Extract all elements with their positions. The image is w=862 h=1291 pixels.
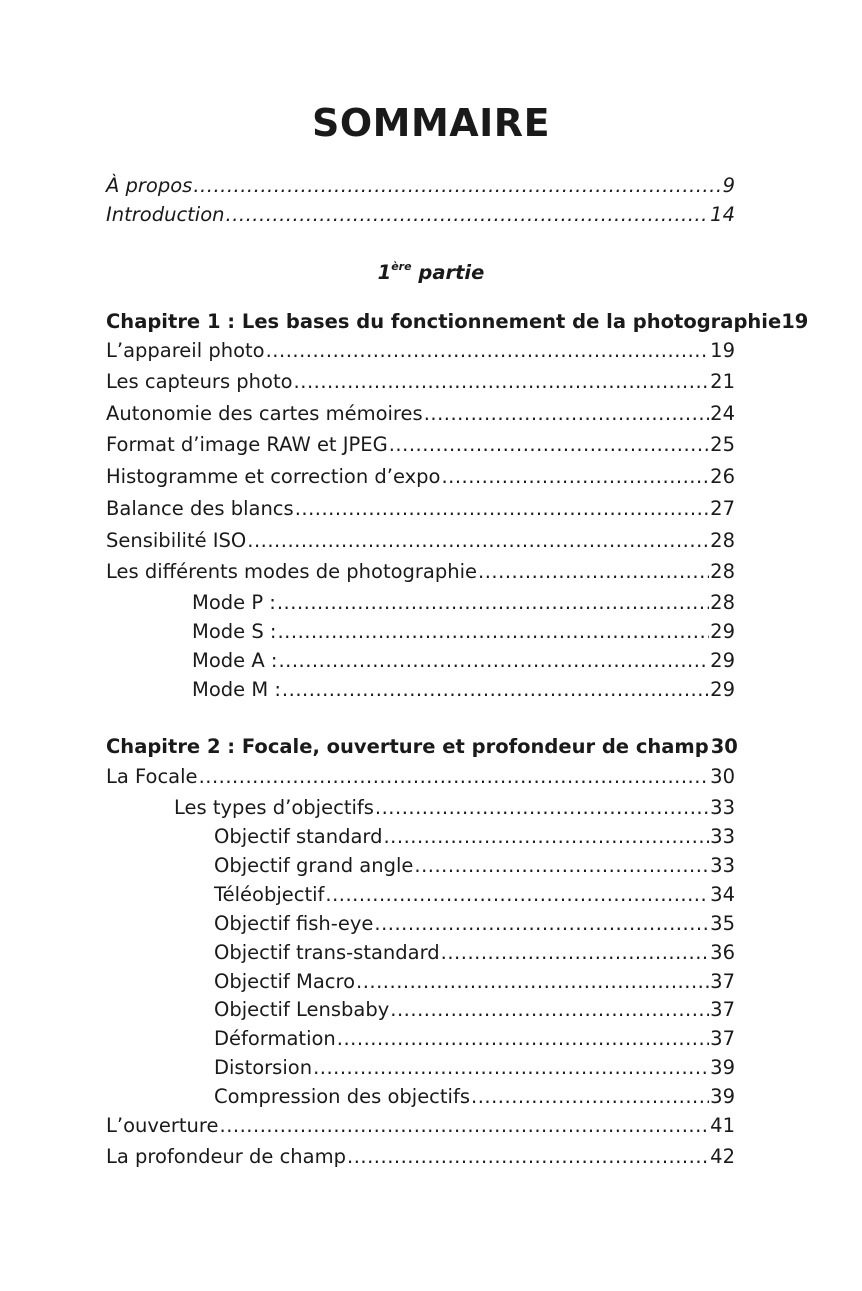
toc-entry-label: Mode P : [192, 591, 276, 614]
toc-entry[interactable] [106, 1113, 735, 1139]
toc-chapter-2[interactable] [106, 734, 738, 760]
dot-leader [313, 1055, 709, 1081]
toc-entry-label: Balance des blancs [106, 497, 294, 520]
toc-subentry-mode[interactable] [192, 619, 735, 645]
toc-entry-label: Chapitre 2 : Focale, ouverture et profondeur de champ [106, 735, 709, 758]
toc-entry-label: Autonomie des cartes mémoires [106, 402, 423, 425]
toc-entry-label: La Focale [106, 765, 198, 788]
dot-leader [347, 1144, 709, 1170]
toc-entry-label: Distorsion [214, 1056, 313, 1079]
toc-chapter-1[interactable] [106, 309, 809, 335]
toc-entry-label: Objectif fish-eye [214, 912, 374, 935]
toc-page-number: 28 [710, 529, 735, 552]
toc-entry-label: Objectif Lensbaby [214, 998, 390, 1021]
toc-entry-label: L’appareil photo [106, 339, 265, 362]
toc-page-number: 37 [710, 1027, 735, 1050]
toc-entry-label: À propos [106, 174, 193, 197]
toc-entry-label: L’ouverture [106, 1114, 219, 1137]
toc-subsubentry[interactable] [214, 1084, 735, 1110]
toc-entry[interactable] [106, 559, 735, 585]
part-heading [0, 260, 862, 286]
toc-subsubentry[interactable] [214, 824, 735, 850]
toc-page-number: 36 [710, 941, 735, 964]
toc-page-number: 14 [710, 203, 735, 226]
toc-entry-label: Objectif grand angle [214, 854, 414, 877]
toc-page-number: 29 [710, 649, 735, 672]
toc-entry-label: Objectif trans-standard [214, 941, 440, 964]
toc-entry-label: Mode S : [192, 620, 277, 643]
toc-page-number: 34 [710, 883, 735, 906]
toc-entry-introduction[interactable] [106, 202, 735, 228]
toc-page-number: 19 [710, 339, 735, 362]
dot-leader [278, 648, 709, 674]
toc-page-number: 41 [710, 1114, 735, 1137]
toc-entry-label: Objectif standard [214, 825, 383, 848]
toc-entry-label: Format d’image RAW et JPEG [106, 433, 388, 456]
toc-page-number: 33 [710, 825, 735, 848]
toc-subsubentry[interactable] [214, 911, 735, 937]
dot-leader [277, 590, 709, 616]
toc-subsubentry[interactable] [214, 940, 735, 966]
toc-entry[interactable] [106, 432, 735, 458]
dot-leader [220, 1113, 710, 1139]
toc-entry[interactable] [106, 401, 735, 427]
toc-subentry-mode[interactable] [192, 590, 735, 616]
toc-entry-label: Sensibilité ISO [106, 529, 247, 552]
toc-entry[interactable] [106, 338, 735, 364]
toc-page-number: 29 [710, 678, 735, 701]
toc-entry-label: Les types d’objectifs [174, 796, 374, 819]
part-label: partie [418, 261, 485, 284]
toc-entry[interactable] [106, 764, 735, 790]
toc-page-number: 37 [710, 970, 735, 993]
part-superscript: ère [391, 260, 412, 273]
dot-leader [424, 401, 709, 427]
toc-page-number: 28 [710, 560, 735, 583]
toc-page-number: 33 [710, 796, 735, 819]
dot-leader [277, 619, 709, 645]
toc-entry-label: Mode A : [192, 649, 278, 672]
dot-leader [247, 528, 709, 554]
toc-subsubentry[interactable] [214, 853, 735, 879]
dot-leader [193, 173, 721, 199]
dot-leader [478, 559, 709, 585]
toc-entry-label: Téléobjectif [214, 883, 325, 906]
toc-page-number: 26 [710, 465, 735, 488]
dot-leader [374, 911, 709, 937]
toc-page-number: 37 [710, 998, 735, 1021]
dot-leader [325, 882, 709, 908]
toc-entry-label: Chapitre 1 : Les bases du fonctionnement de la photographie [106, 310, 782, 333]
dot-leader [226, 202, 710, 228]
toc-entry-label: Objectif Macro [214, 970, 356, 993]
dot-leader [441, 940, 710, 966]
toc-page-number: 25 [710, 433, 735, 456]
dot-leader [295, 496, 709, 522]
dot-leader [390, 997, 709, 1023]
dot-leader [441, 464, 709, 490]
toc-page-number: 33 [710, 854, 735, 877]
toc-subsubentry[interactable] [214, 1026, 735, 1052]
toc-entry-label: Compression des objectifs [214, 1085, 470, 1108]
dot-leader [199, 764, 710, 790]
toc-page-number: 30 [710, 735, 738, 758]
toc-page-number: 39 [710, 1056, 735, 1079]
toc-entry[interactable] [106, 464, 735, 490]
toc-entry-label: Mode M : [192, 678, 281, 701]
dot-leader [383, 824, 709, 850]
toc-entry-label: Les différents modes de photographie [106, 560, 478, 583]
toc-page-number: 28 [710, 591, 735, 614]
dot-leader [266, 338, 710, 364]
toc-subentry[interactable] [174, 795, 735, 821]
toc-page-number: 21 [710, 370, 735, 393]
dot-leader [414, 853, 709, 879]
toc-entry[interactable] [106, 496, 735, 522]
toc-subentry-mode[interactable] [192, 677, 735, 703]
toc-page-number: 27 [710, 497, 735, 520]
toc-page-number: 24 [710, 402, 735, 425]
toc-entry-label: Déformation [214, 1027, 336, 1050]
toc-entry-label: Introduction [106, 203, 225, 226]
part-number: 1 [377, 261, 392, 284]
toc-entry[interactable] [106, 1144, 735, 1170]
toc-page-number: 19 [781, 310, 809, 333]
toc-subsubentry[interactable] [214, 1055, 735, 1081]
dot-leader [389, 432, 709, 458]
toc-entry-label: La profondeur de champ [106, 1145, 346, 1168]
toc-page-number: 30 [710, 765, 735, 788]
dot-leader [356, 969, 709, 995]
toc-entry[interactable] [106, 528, 735, 554]
dot-leader [471, 1084, 709, 1110]
toc-subsubentry[interactable] [214, 997, 735, 1023]
dot-leader [282, 677, 709, 703]
toc-entry[interactable] [106, 369, 735, 395]
toc-entry-label: Les capteurs photo [106, 370, 293, 393]
toc-page-number: 35 [710, 912, 735, 935]
page-title: SOMMAIRE [311, 101, 551, 145]
toc-page-number: 29 [710, 620, 735, 643]
toc-subentry-mode[interactable] [192, 648, 735, 674]
toc-subsubentry[interactable] [214, 969, 735, 995]
toc-page-number: 39 [710, 1085, 735, 1108]
toc-entry-a-propos[interactable] [106, 173, 735, 199]
toc-entry-label: Histogramme et correction d’expo [106, 465, 441, 488]
toc-subsubentry[interactable] [214, 882, 735, 908]
dot-leader [337, 1026, 709, 1052]
dot-leader [294, 369, 710, 395]
toc-page-number: 42 [710, 1145, 735, 1168]
dot-leader [375, 795, 709, 821]
toc-page-number: 9 [722, 174, 735, 197]
